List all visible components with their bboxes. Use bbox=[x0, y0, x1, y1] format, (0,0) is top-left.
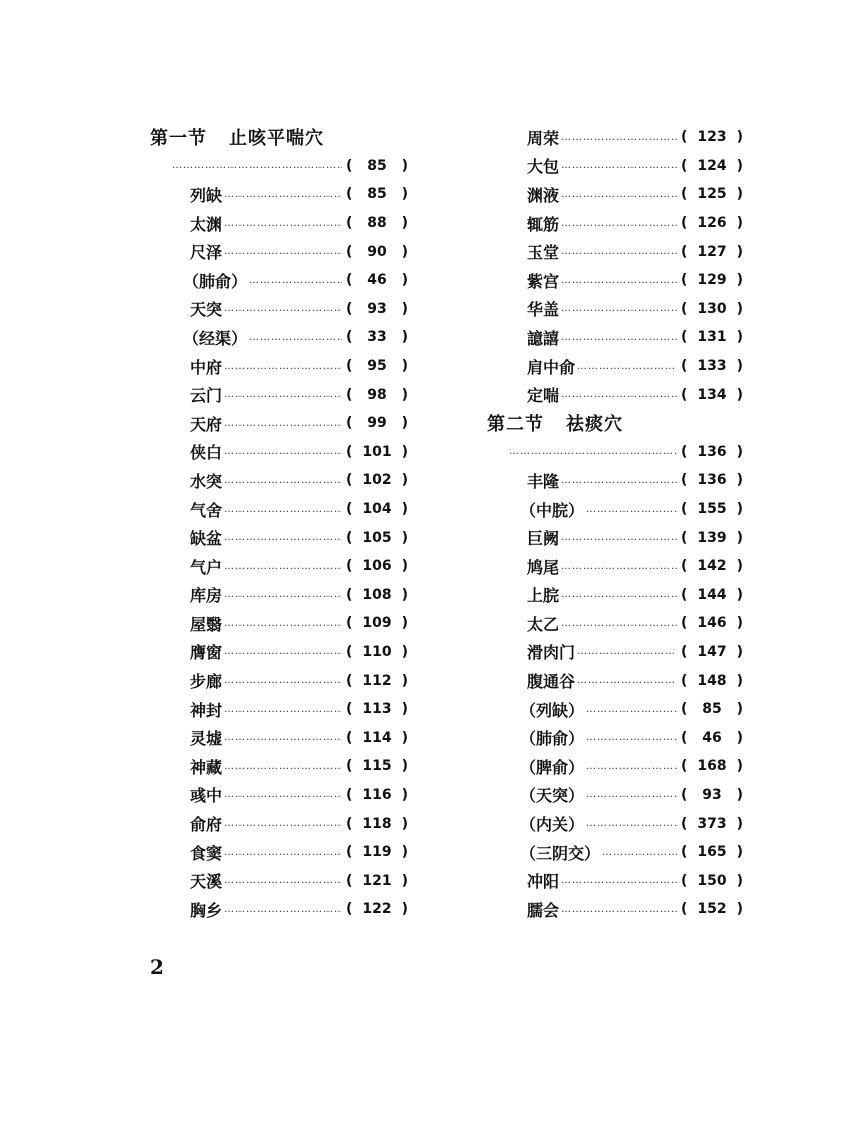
page-ref: ( 139 ) bbox=[681, 529, 743, 546]
entry-name: 玉堂 bbox=[527, 243, 560, 263]
page-ref: ( 133 ) bbox=[681, 358, 743, 375]
page-ref: ( 101 ) bbox=[346, 443, 408, 460]
toc-row[interactable] bbox=[487, 838, 743, 867]
entry-name: （经渠） bbox=[183, 328, 248, 348]
page-ref: ( 105 ) bbox=[346, 529, 408, 546]
entry-name: 水突 bbox=[190, 471, 223, 491]
toc-row[interactable] bbox=[487, 123, 743, 152]
toc-row[interactable] bbox=[487, 895, 743, 924]
entry-name: 尺泽 bbox=[190, 243, 223, 263]
toc-row[interactable] bbox=[150, 695, 408, 724]
entry-name: 冲阳 bbox=[527, 872, 560, 892]
dot-leader bbox=[224, 475, 342, 486]
entry-name: 天溪 bbox=[190, 872, 223, 892]
dot-leader bbox=[586, 504, 677, 515]
page-ref: ( 118 ) bbox=[346, 815, 408, 832]
page-ref: ( 168 ) bbox=[681, 758, 743, 775]
entry-name: 胸乡 bbox=[190, 900, 223, 920]
page-ref: ( 136 ) bbox=[681, 443, 743, 460]
dot-leader bbox=[224, 246, 342, 257]
page-ref: ( 136 ) bbox=[681, 472, 743, 489]
page-ref: ( 134 ) bbox=[681, 386, 743, 403]
entry-name: （肺俞） bbox=[520, 729, 585, 749]
entry-name: 天突 bbox=[190, 300, 223, 320]
dot-leader bbox=[561, 561, 677, 572]
entry-name: 缺盆 bbox=[190, 529, 223, 549]
toc-row[interactable] bbox=[487, 552, 743, 581]
page-number: 2 bbox=[150, 955, 164, 979]
entry-name: 定喘 bbox=[527, 386, 560, 406]
dot-leader bbox=[249, 275, 342, 286]
toc-row[interactable] bbox=[487, 266, 743, 295]
dot-leader bbox=[224, 704, 342, 715]
entry-name: 辄筋 bbox=[527, 214, 560, 234]
page-ref: ( 146 ) bbox=[681, 615, 743, 632]
dot-leader bbox=[561, 389, 677, 400]
dot-leader bbox=[224, 646, 342, 657]
dot-leader bbox=[224, 218, 342, 229]
toc-row[interactable] bbox=[150, 838, 408, 867]
page-ref: ( 33 ) bbox=[346, 329, 408, 346]
page-ref: ( 124 ) bbox=[681, 157, 743, 174]
toc-row[interactable] bbox=[487, 581, 743, 610]
page-ref: ( 46 ) bbox=[681, 729, 743, 746]
entry-name: 臑会 bbox=[527, 900, 560, 920]
toc-row[interactable] bbox=[487, 152, 743, 181]
dot-leader bbox=[224, 818, 342, 829]
toc-row[interactable] bbox=[150, 523, 408, 552]
dot-leader bbox=[586, 818, 677, 829]
toc-row[interactable] bbox=[150, 552, 408, 581]
dot-leader bbox=[561, 332, 677, 343]
page-ref: ( 130 ) bbox=[681, 300, 743, 317]
dot-leader bbox=[249, 332, 342, 343]
dot-leader bbox=[224, 446, 342, 457]
toc-row[interactable] bbox=[487, 295, 743, 324]
toc-row[interactable] bbox=[150, 323, 408, 352]
dot-leader bbox=[561, 875, 677, 886]
entry-name: 侠白 bbox=[190, 443, 223, 463]
page-ref: ( 114 ) bbox=[346, 729, 408, 746]
page-ref: ( 373 ) bbox=[681, 815, 743, 832]
dot-leader bbox=[224, 875, 342, 886]
toc-row[interactable] bbox=[487, 438, 743, 467]
toc-row[interactable] bbox=[150, 380, 408, 409]
dot-leader bbox=[561, 246, 677, 257]
toc-row[interactable] bbox=[150, 152, 408, 181]
dot-leader bbox=[577, 675, 677, 686]
dot-leader bbox=[224, 589, 342, 600]
dot-leader bbox=[224, 789, 342, 800]
dot-leader bbox=[561, 475, 677, 486]
entry-name: 云门 bbox=[190, 386, 223, 406]
entry-name: 周荣 bbox=[527, 128, 560, 148]
toc-row[interactable] bbox=[150, 495, 408, 524]
entry-name: （列缺） bbox=[520, 700, 585, 720]
page-ref: ( 102 ) bbox=[346, 472, 408, 489]
page-ref: ( 129 ) bbox=[681, 272, 743, 289]
section-number: 第一节 bbox=[150, 128, 207, 150]
dot-leader bbox=[224, 418, 342, 429]
page-ref: ( 113 ) bbox=[346, 701, 408, 718]
section-heading bbox=[487, 409, 743, 438]
page-ref: ( 95 ) bbox=[346, 358, 408, 375]
toc-row[interactable] bbox=[150, 266, 408, 295]
toc-row[interactable] bbox=[487, 666, 743, 695]
page-ref: ( 122 ) bbox=[346, 901, 408, 918]
page-ref: ( 121 ) bbox=[346, 872, 408, 889]
dot-leader bbox=[561, 218, 677, 229]
toc-row[interactable] bbox=[487, 495, 743, 524]
dot-leader bbox=[561, 132, 677, 143]
entry-name: （中脘） bbox=[520, 500, 585, 520]
dot-leader bbox=[224, 761, 342, 772]
page-ref: ( 88 ) bbox=[346, 215, 408, 232]
page-ref: ( 85 ) bbox=[346, 157, 408, 174]
toc-row[interactable] bbox=[487, 723, 743, 752]
entry-name: 鸠尾 bbox=[527, 557, 560, 577]
page-ref: ( 131 ) bbox=[681, 329, 743, 346]
page-ref: ( 90 ) bbox=[346, 243, 408, 260]
toc-row[interactable] bbox=[150, 752, 408, 781]
toc-row[interactable] bbox=[150, 781, 408, 810]
dot-leader bbox=[561, 904, 677, 915]
toc-row[interactable] bbox=[487, 523, 743, 552]
toc-row[interactable] bbox=[487, 781, 743, 810]
toc-row[interactable] bbox=[487, 466, 743, 495]
page-ref: ( 147 ) bbox=[681, 643, 743, 660]
dot-leader bbox=[224, 732, 342, 743]
page-ref: ( 109 ) bbox=[346, 615, 408, 632]
dot-leader bbox=[561, 589, 677, 600]
toc-column-right bbox=[487, 123, 743, 924]
toc-row[interactable] bbox=[150, 237, 408, 266]
page-ref: ( 127 ) bbox=[681, 243, 743, 260]
section-heading bbox=[150, 123, 408, 152]
entry-name: 譩譆 bbox=[527, 328, 560, 348]
toc-row[interactable] bbox=[487, 352, 743, 381]
page-ref: ( 98 ) bbox=[346, 386, 408, 403]
dot-leader bbox=[561, 618, 677, 629]
toc-row[interactable] bbox=[150, 809, 408, 838]
dot-leader bbox=[224, 618, 342, 629]
entry-name: 中府 bbox=[190, 357, 223, 377]
entry-name: 步廊 bbox=[190, 672, 223, 692]
dot-leader bbox=[561, 189, 677, 200]
dot-leader bbox=[586, 704, 677, 715]
page-ref: ( 46 ) bbox=[346, 272, 408, 289]
entry-name: 太乙 bbox=[527, 614, 560, 634]
dot-leader bbox=[224, 303, 342, 314]
entry-name: 库房 bbox=[190, 586, 223, 606]
page-ref: ( 165 ) bbox=[681, 844, 743, 861]
toc-row[interactable] bbox=[150, 466, 408, 495]
toc-row[interactable] bbox=[150, 581, 408, 610]
toc-row[interactable] bbox=[487, 237, 743, 266]
page-ref: ( 155 ) bbox=[681, 501, 743, 518]
toc-row[interactable] bbox=[150, 209, 408, 238]
page-ref: ( 93 ) bbox=[681, 786, 743, 803]
page-ref: ( 125 ) bbox=[681, 186, 743, 203]
toc-row[interactable] bbox=[150, 638, 408, 667]
entry-name: （内关） bbox=[520, 815, 585, 835]
dot-leader bbox=[586, 789, 677, 800]
entry-name: 膺窗 bbox=[190, 643, 223, 663]
entry-name: 彧中 bbox=[190, 786, 223, 806]
page-ref: ( 123 ) bbox=[681, 129, 743, 146]
page-ref: ( 106 ) bbox=[346, 558, 408, 575]
toc-row[interactable] bbox=[487, 180, 743, 209]
toc-row[interactable] bbox=[150, 352, 408, 381]
page-ref: ( 99 ) bbox=[346, 415, 408, 432]
dot-leader bbox=[224, 904, 342, 915]
entry-name: 大包 bbox=[527, 157, 560, 177]
toc-row[interactable] bbox=[150, 409, 408, 438]
toc-row[interactable] bbox=[487, 209, 743, 238]
entry-name: （天突） bbox=[520, 786, 585, 806]
entry-name: 紫宫 bbox=[527, 271, 560, 291]
page-ref: ( 93 ) bbox=[346, 300, 408, 317]
dot-leader bbox=[224, 361, 342, 372]
entry-name: （脾俞） bbox=[520, 757, 585, 777]
dot-leader bbox=[561, 532, 677, 543]
section-title: 止咳平喘穴 bbox=[229, 128, 324, 150]
entry-name: 上脘 bbox=[527, 586, 560, 606]
toc-row[interactable] bbox=[487, 609, 743, 638]
page-ref: ( 142 ) bbox=[681, 558, 743, 575]
page-ref: ( 148 ) bbox=[681, 672, 743, 689]
toc-row[interactable] bbox=[487, 866, 743, 895]
entry-name: 太渊 bbox=[190, 214, 223, 234]
toc-row[interactable] bbox=[487, 380, 743, 409]
dot-leader bbox=[224, 504, 342, 515]
page-ref: ( 126 ) bbox=[681, 215, 743, 232]
page-ref: ( 119 ) bbox=[346, 844, 408, 861]
entry-name: 气舍 bbox=[190, 500, 223, 520]
toc-row[interactable] bbox=[150, 723, 408, 752]
entry-name: 腹通谷 bbox=[527, 672, 576, 692]
toc-row[interactable] bbox=[150, 866, 408, 895]
toc-row[interactable] bbox=[487, 695, 743, 724]
entry-name: 滑肉门 bbox=[527, 643, 576, 663]
dot-leader bbox=[561, 303, 677, 314]
section-title: 祛痰穴 bbox=[566, 414, 623, 436]
toc-row[interactable] bbox=[487, 809, 743, 838]
toc-row[interactable] bbox=[150, 180, 408, 209]
entry-name: 神封 bbox=[190, 700, 223, 720]
page-ref: ( 115 ) bbox=[346, 758, 408, 775]
toc-row[interactable] bbox=[487, 323, 743, 352]
toc-row[interactable] bbox=[150, 666, 408, 695]
dot-leader bbox=[577, 361, 677, 372]
dot-leader bbox=[586, 732, 677, 743]
toc-row[interactable] bbox=[150, 609, 408, 638]
entry-name: 巨阙 bbox=[527, 529, 560, 549]
entry-name: 神藏 bbox=[190, 757, 223, 777]
page-ref: ( 112 ) bbox=[346, 672, 408, 689]
entry-name: 俞府 bbox=[190, 815, 223, 835]
dot-leader bbox=[561, 275, 677, 286]
entry-name: 天府 bbox=[190, 414, 223, 434]
entry-name: 列缺 bbox=[190, 185, 223, 205]
dot-leader bbox=[224, 189, 342, 200]
dot-leader bbox=[577, 646, 677, 657]
page-ref: ( 85 ) bbox=[681, 701, 743, 718]
dot-leader bbox=[224, 561, 342, 572]
page-ref: ( 152 ) bbox=[681, 901, 743, 918]
dot-leader bbox=[509, 446, 677, 457]
page-ref: ( 150 ) bbox=[681, 872, 743, 889]
page-ref: ( 108 ) bbox=[346, 586, 408, 603]
entry-name: 气户 bbox=[190, 557, 223, 577]
entry-name: 渊液 bbox=[527, 185, 560, 205]
entry-name: （肺俞） bbox=[183, 271, 248, 291]
toc-row[interactable] bbox=[150, 295, 408, 324]
toc-row[interactable] bbox=[150, 438, 408, 467]
entry-name: 肩中俞 bbox=[527, 357, 576, 377]
dot-leader bbox=[586, 761, 677, 772]
toc-row[interactable] bbox=[487, 638, 743, 667]
entry-name: 屋翳 bbox=[190, 614, 223, 634]
entry-name: 灵墟 bbox=[190, 729, 223, 749]
dot-leader bbox=[172, 160, 342, 171]
page-ref: ( 116 ) bbox=[346, 786, 408, 803]
dot-leader bbox=[224, 389, 342, 400]
entry-name: （三阴交） bbox=[520, 843, 601, 863]
entry-name: 丰隆 bbox=[527, 471, 560, 491]
dot-leader bbox=[224, 847, 342, 858]
page-ref: ( 110 ) bbox=[346, 643, 408, 660]
section-number: 第二节 bbox=[487, 414, 544, 436]
toc-row[interactable] bbox=[150, 895, 408, 924]
page-ref: ( 104 ) bbox=[346, 501, 408, 518]
toc-column-left bbox=[150, 123, 408, 924]
dot-leader bbox=[602, 847, 677, 858]
page-ref: ( 85 ) bbox=[346, 186, 408, 203]
entry-name: 华盖 bbox=[527, 300, 560, 320]
page-ref: ( 144 ) bbox=[681, 586, 743, 603]
toc-row[interactable] bbox=[487, 752, 743, 781]
dot-leader bbox=[224, 532, 342, 543]
dot-leader bbox=[561, 160, 677, 171]
entry-name: 食窦 bbox=[190, 843, 223, 863]
dot-leader bbox=[224, 675, 342, 686]
